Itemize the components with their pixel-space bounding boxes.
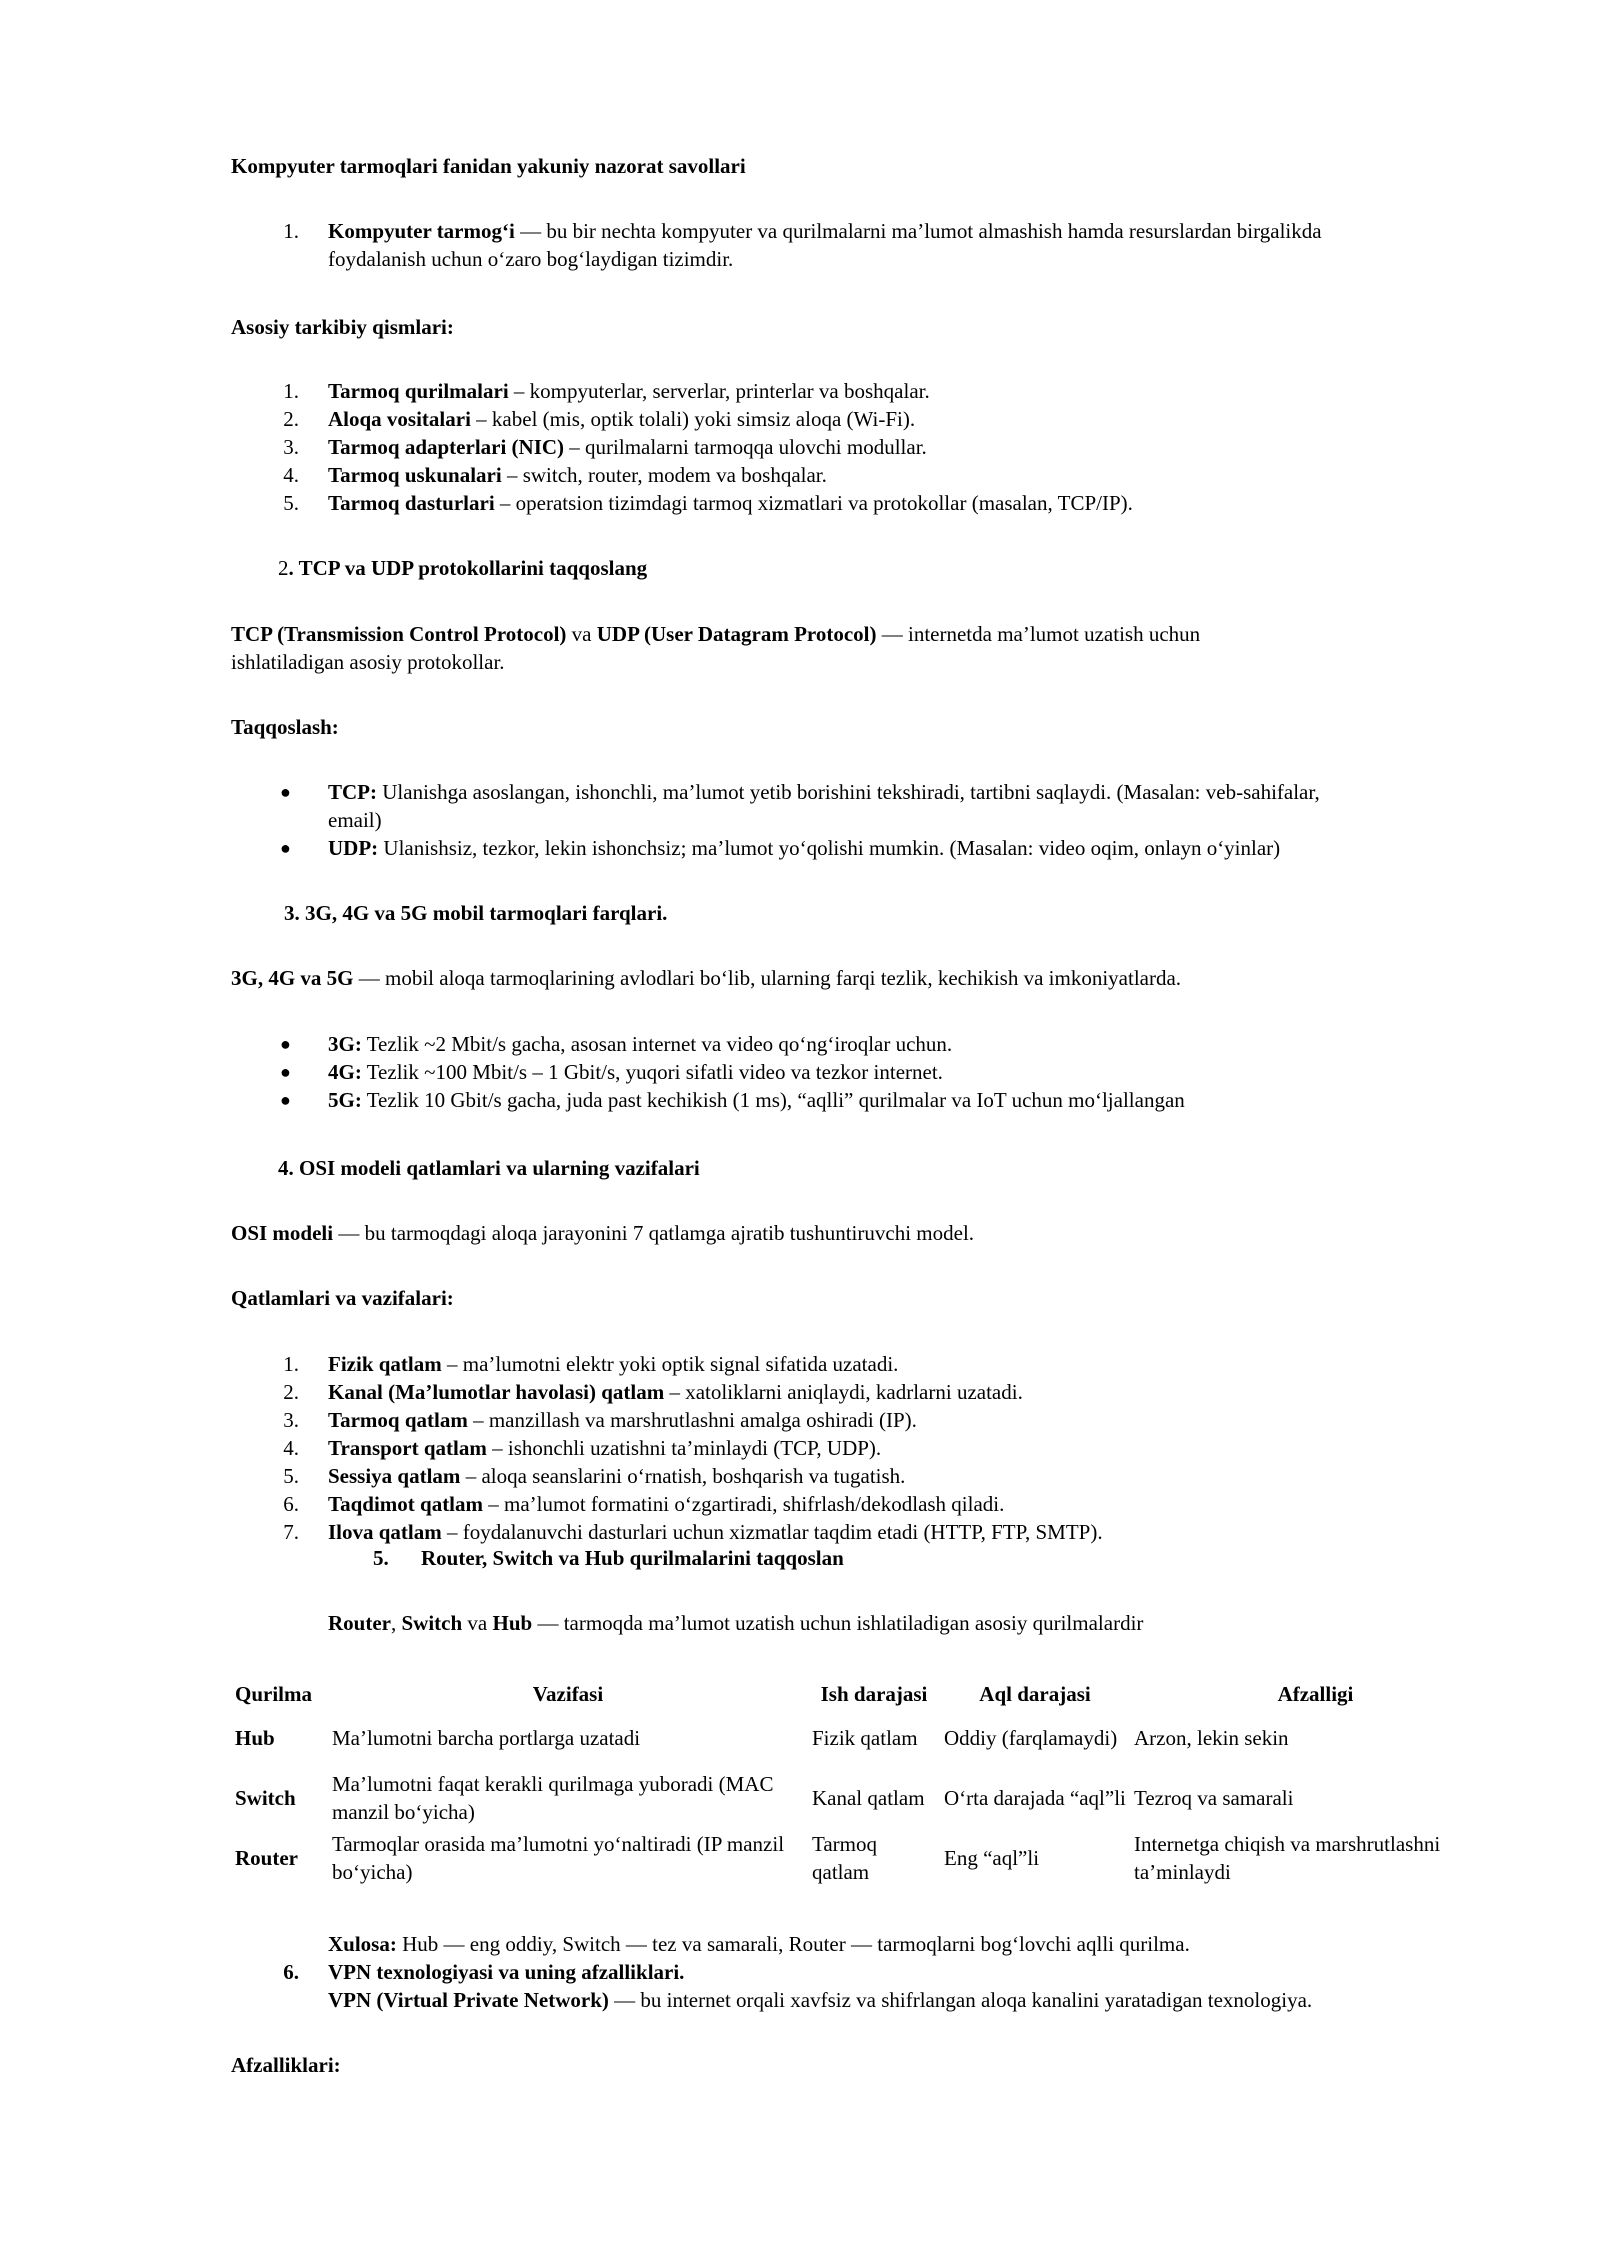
question-1-line1: Kompyuter tarmog‘i — bu bir nechta kompyuter va qurilmalarni ma’lumot almashish hamda resurslardan birgalikda <box>328 219 1322 243</box>
list-number: 1. <box>283 379 299 403</box>
list-number: 3. <box>283 1408 299 1432</box>
question-number: 6. <box>283 1960 299 1984</box>
table-header-cell: Aql darajasi <box>979 1682 1091 1706</box>
vpn-definition: VPN (Virtual Private Network) — bu internet orqali xavfsiz va shifrlangan aloqa kanalini yaratadigan texnologiya. <box>328 1988 1313 2012</box>
table-header-cell: Qurilma <box>235 1682 312 1706</box>
list-item-text: Tarmoq dasturlari – operatsion tizimdagi tarmoq xizmatlari va protokollar (masalan, TCP/IP). <box>328 491 1133 515</box>
level-cell: Fizik qatlam <box>812 1726 918 1750</box>
list-item-text: 3G: Tezlik ~2 Mbit/s gacha, asosan internet va video qo‘ng‘iroqlar uchun. <box>328 1032 953 1056</box>
list-number: 2. <box>283 1380 299 1404</box>
q2-intro-line2: ishlatiladigan asosiy protokollar. <box>231 650 505 674</box>
list-item-text: Tarmoq adapterlari (NIC) – qurilmalarni tarmoqqa ulovchi modullar. <box>328 435 927 459</box>
list-item-text: Fizik qatlam – ma’lumotni elektr yoki optik signal sifatida uzatadi. <box>328 1352 899 1376</box>
list-number: 2. <box>283 407 299 431</box>
question-3-title: 3. 3G, 4G va 5G mobil tarmoqlari farqlari. <box>284 901 668 925</box>
bullet-icon: ● <box>280 1034 291 1054</box>
document-title: Kompyuter tarmoqlari fanidan yakuniy nazorat savollari <box>231 154 746 178</box>
table-header-cell: Afzalligi <box>1277 1682 1354 1706</box>
list-number: 5. <box>283 1464 299 1488</box>
device-name-cell: Router <box>235 1846 298 1870</box>
tcp-bullet-line2: email) <box>328 808 382 832</box>
table-row <box>231 1828 1501 1888</box>
task-cell: Tarmoqlar orasida ma’lumotni yo‘naltiradi (IP manzil bo‘yicha) <box>332 1832 785 1884</box>
smart-cell: Eng “aql”li <box>944 1846 1040 1870</box>
question-number: 1. <box>283 219 299 243</box>
layers-heading: Qatlamlari va vazifalari: <box>231 1286 454 1310</box>
list-item-text: Aloqa vositalari – kabel (mis, optik tolali) yoki simsiz aloqa (Wi-Fi). <box>328 407 916 431</box>
list-number: 3. <box>283 435 299 459</box>
device-comparison-table <box>231 1680 1501 1888</box>
question-6-title: VPN texnologiyasi va uning afzalliklari. <box>328 1960 685 1984</box>
question-2-title: 2. TCP va UDP protokollarini taqqoslang <box>278 556 648 580</box>
list-item-text: 4G: Tezlik ~100 Mbit/s – 1 Gbit/s, yuqori sifatli video va tezkor internet. <box>328 1060 943 1084</box>
components-heading: Asosiy tarkibiy qismlari: <box>231 315 454 339</box>
task-cell: Ma’lumotni barcha portlarga uzatadi <box>332 1726 641 1750</box>
device-name-cell: Switch <box>235 1786 296 1810</box>
bullet-icon: ● <box>280 782 291 802</box>
table-row <box>231 1708 1501 1768</box>
question-1-line2: foydalanish uchun o‘zaro bog‘laydigan tizimdir. <box>328 247 734 271</box>
advantage-cell: Arzon, lekin sekin <box>1134 1726 1289 1750</box>
list-item-text: Tarmoq qatlam – manzillash va marshrutlashni amalga oshiradi (IP). <box>328 1408 917 1432</box>
question-number: 5. <box>373 1546 389 1570</box>
question-5-title-text: Router, Switch va Hub qurilmalarini taqqoslan <box>421 1546 844 1570</box>
bullet-icon: ● <box>280 1062 291 1082</box>
question-4-title: 4. OSI modeli qatlamlari va ularning vazifalari <box>278 1156 700 1180</box>
table-header-cell: Ish darajasi <box>820 1682 928 1706</box>
table-row <box>231 1768 1501 1828</box>
device-name-cell: Hub <box>235 1726 275 1750</box>
list-item-text: Transport qatlam – ishonchli uzatishni ta’minlaydi (TCP, UDP). <box>328 1436 882 1460</box>
osi-intro: OSI modeli — bu tarmoqdagi aloqa jarayonini 7 qatlamga ajratib tushuntiruvchi model. <box>231 1221 975 1245</box>
table-header-cell: Vazifasi <box>532 1682 604 1706</box>
task-cell: Ma’lumotni faqat kerakli qurilmaga yuboradi (MAC manzil bo‘yicha) <box>332 1772 774 1824</box>
compare-heading: Taqqoslash: <box>231 715 339 739</box>
tcp-bullet-line1: TCP: Ulanishga asoslangan, ishonchli, ma’lumot yetib borishini tekshiradi, tartibni saqlaydi. (Masalan: veb-sahifalar, <box>328 780 1320 804</box>
list-number: 6. <box>283 1492 299 1516</box>
advantages-heading: Afzalliklari: <box>231 2053 341 2077</box>
smart-cell: Oddiy (farqlamaydi) <box>944 1726 1118 1750</box>
list-number: 1. <box>283 1352 299 1376</box>
bullet-icon: ● <box>280 1090 291 1110</box>
level-cell: Kanal qatlam <box>812 1786 925 1810</box>
list-item-text: Taqdimot qatlam – ma’lumot formatini o‘zgartiradi, shifrlash/dekodlash qiladi. <box>328 1492 1005 1516</box>
advantage-cell: Tezroq va samarali <box>1134 1786 1294 1810</box>
udp-bullet-line1: UDP: Ulanishsiz, tezkor, lekin ishonchsiz; ma’lumot yo‘qolishi mumkin. (Masalan: video oqim, onlayn o‘yinlar) <box>328 836 1281 860</box>
table-header-row <box>231 1680 1501 1708</box>
list-item-text: 5G: Tezlik 10 Gbit/s gacha, juda past kechikish (1 ms), “aqlli” qurilmalar va IoT uchun mo‘ljallangan <box>328 1088 1185 1112</box>
q3-intro: 3G, 4G va 5G — mobil aloqa tarmoqlarining avlodlari bo‘lib, ularning farqi tezlik, kechikish va imkoniyatlarda. <box>231 966 1182 990</box>
list-item-text: Kanal (Ma’lumotlar havolasi) qatlam – xatoliklarni aniqlaydi, kadrlarni uzatadi. <box>328 1380 1023 1404</box>
smart-cell: O‘rta darajada “aql”li <box>944 1786 1126 1810</box>
list-number: 4. <box>283 1436 299 1460</box>
advantage-cell: Internetga chiqish va marshrutlashni ta’minlaydi <box>1134 1832 1441 1884</box>
list-number: 4. <box>283 463 299 487</box>
bullet-icon: ● <box>280 838 291 858</box>
list-item-text: Tarmoq uskunalari – switch, router, modem va boshqalar. <box>328 463 827 487</box>
level-cell: Tarmoq qatlam <box>812 1832 878 1884</box>
q2-intro-line1: TCP (Transmission Control Protocol) va UDP (User Datagram Protocol) — internetda ma’lumot uzatish uchun <box>231 622 1201 646</box>
list-item-text: Ilova qatlam – foydalanuvchi dasturlari uchun xizmatlar taqdim etadi (HTTP, FTP, SMTP). <box>328 1520 1103 1544</box>
list-item-text: Tarmoq qurilmalari – kompyuterlar, serverlar, printerlar va boshqalar. <box>328 379 930 403</box>
list-item-text: Sessiya qatlam – aloqa seanslarini o‘rnatish, boshqarish va tugatish. <box>328 1464 906 1488</box>
list-number: 5. <box>283 491 299 515</box>
q5-intro: Router, Switch va Hub — tarmoqda ma’lumot uzatish uchun ishlatiladigan asosiy qurilmalardir <box>328 1611 1144 1635</box>
list-number: 7. <box>283 1520 299 1544</box>
conclusion: Xulosa: Hub — eng oddiy, Switch — tez va samarali, Router — tarmoqlarni bog‘lovchi aqlli qurilma. <box>328 1932 1190 1956</box>
